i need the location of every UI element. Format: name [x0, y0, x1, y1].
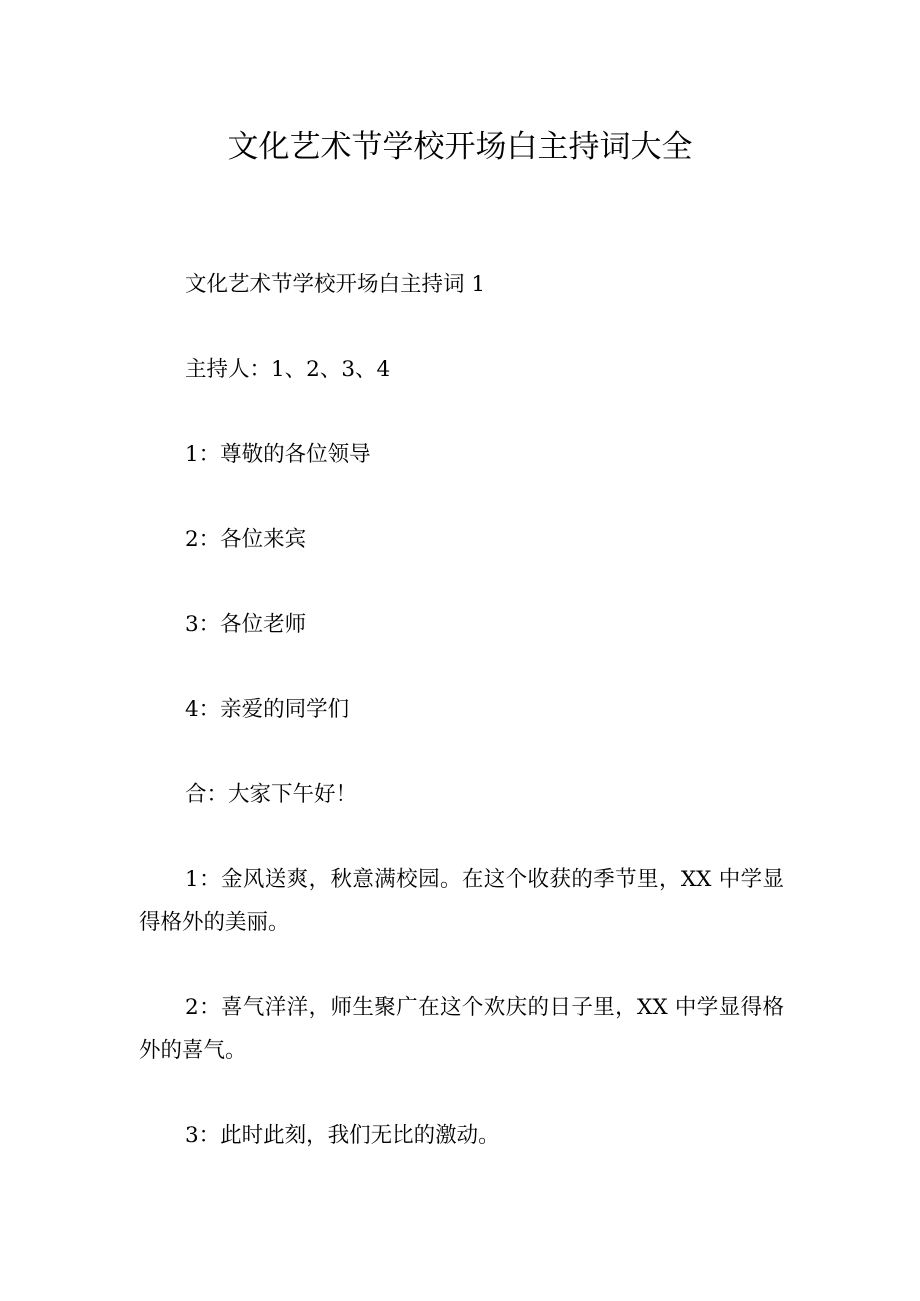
paragraph-line: 4：亲爱的同学们 [185, 697, 350, 722]
paragraph-hosts: 主持人：1、2、3、4 [185, 357, 391, 382]
paragraph-line: 合：大家下午好！ [185, 782, 358, 807]
document-title: 文化艺术节学校开场白主持词大全 [227, 129, 693, 165]
paragraph-line: 3：此时此刻，我们无比的激动。 [185, 1123, 500, 1148]
paragraph-line: 3：各位老师 [185, 612, 307, 637]
document-body [139, 263, 784, 1199]
paragraph-heading: 文化艺术节学校开场白主持词 1 [185, 272, 486, 297]
paragraph-line: 2：喜气洋洋，师生聚广在这个欢庆的日子里，XX 中学显得格外的喜气。 [139, 995, 784, 1063]
paragraph-line: 2：各位来宾 [185, 527, 307, 552]
paragraph-line: 1：金风送爽，秋意满校园。在这个收获的季节里，XX 中学显得格外的美丽。 [139, 867, 784, 935]
paragraph-line: 1：尊敬的各位领导 [185, 442, 371, 467]
